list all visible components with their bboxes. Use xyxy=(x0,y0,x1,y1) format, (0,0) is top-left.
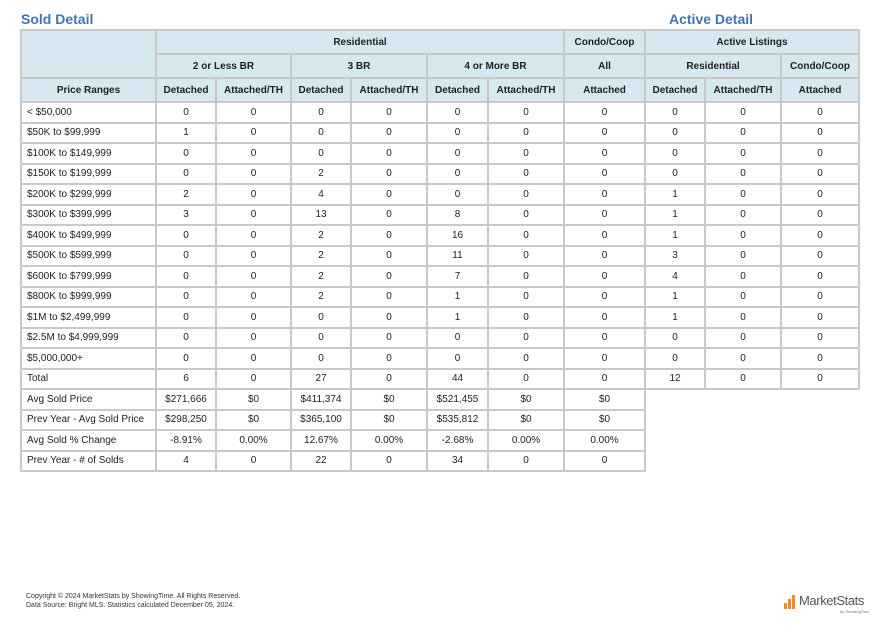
footer xyxy=(26,592,240,610)
table-cell: 0 xyxy=(156,307,216,328)
row-label: Prev Year - # of Solds xyxy=(21,451,156,472)
table-cell: 22 xyxy=(291,451,351,472)
column-header: Attached/TH xyxy=(488,78,564,102)
table-cell: 0 xyxy=(351,102,427,123)
table-cell: 0 xyxy=(156,164,216,185)
table-cell: 0 xyxy=(216,369,291,390)
empty-cell xyxy=(645,389,859,410)
table-cell: 0 xyxy=(564,369,645,390)
table-cell: 0 xyxy=(291,143,351,164)
table-cell: 3 xyxy=(156,205,216,226)
table-cell: 2 xyxy=(156,184,216,205)
table-cell: 0 xyxy=(781,205,859,226)
table-cell: 1 xyxy=(645,307,705,328)
table-cell: 0 xyxy=(216,123,291,144)
table-cell: 0 xyxy=(705,266,781,287)
table-cell: 2 xyxy=(291,246,351,267)
table-cell: 16 xyxy=(427,225,488,246)
table-cell: 0 xyxy=(488,328,564,349)
summary-row xyxy=(21,430,859,451)
table-cell: 0 xyxy=(156,143,216,164)
active-condo-coop-header: Condo/Coop xyxy=(781,54,859,78)
table-cell: 0 xyxy=(781,102,859,123)
table-cell: 0 xyxy=(781,164,859,185)
table-cell: $0 xyxy=(488,410,564,431)
table-cell: 0 xyxy=(216,205,291,226)
table-cell: $298,250 xyxy=(156,410,216,431)
row-label: $2.5M to $4,999,999 xyxy=(21,328,156,349)
table-cell: 0 xyxy=(156,287,216,308)
table-cell: 0 xyxy=(156,266,216,287)
row-label: $5,000,000+ xyxy=(21,348,156,369)
table-cell: 0 xyxy=(781,287,859,308)
table-cell: 0 xyxy=(216,246,291,267)
table-cell: 0 xyxy=(705,102,781,123)
three-br-header: 3 BR xyxy=(291,54,427,78)
table-cell: $365,100 xyxy=(291,410,351,431)
table-cell: 0 xyxy=(564,184,645,205)
bar-chart-icon xyxy=(784,595,798,609)
table-cell: 1 xyxy=(427,307,488,328)
table-cell: 0 xyxy=(645,143,705,164)
table-cell: 0 xyxy=(488,102,564,123)
table-row xyxy=(21,102,859,123)
header-row-groups xyxy=(21,30,859,54)
table-cell: 0 xyxy=(351,143,427,164)
empty-cell xyxy=(645,430,859,451)
table-cell: 44 xyxy=(427,369,488,390)
table-row xyxy=(21,328,859,349)
table-cell: 0 xyxy=(564,123,645,144)
row-label: < $50,000 xyxy=(21,102,156,123)
four-or-more-br-header: 4 or More BR xyxy=(427,54,564,78)
table-cell: 3 xyxy=(645,246,705,267)
table-cell: 2 xyxy=(291,266,351,287)
table-cell: 0 xyxy=(216,143,291,164)
table-row xyxy=(21,123,859,144)
row-label: Total xyxy=(21,369,156,390)
table-cell: 0 xyxy=(488,307,564,328)
table-cell: 0 xyxy=(488,123,564,144)
two-or-less-br-header: 2 or Less BR xyxy=(156,54,291,78)
table-cell: 0 xyxy=(488,451,564,472)
table-cell: 0 xyxy=(351,225,427,246)
table-cell: 1 xyxy=(645,287,705,308)
table-cell: 6 xyxy=(156,369,216,390)
all-header: All xyxy=(564,54,645,78)
marketstats-logo xyxy=(784,593,874,615)
table-cell: 0 xyxy=(781,246,859,267)
table-cell: 0 xyxy=(427,348,488,369)
table-cell: $0 xyxy=(351,389,427,410)
table-cell: 0 xyxy=(427,102,488,123)
table-cell: 0 xyxy=(427,123,488,144)
column-header: Detached xyxy=(291,78,351,102)
table-cell: 0 xyxy=(564,143,645,164)
table-cell: $271,666 xyxy=(156,389,216,410)
table-cell: 0 xyxy=(564,205,645,226)
table-row xyxy=(21,205,859,226)
column-header: Detached xyxy=(645,78,705,102)
table-cell: 0 xyxy=(216,328,291,349)
table-cell: 0 xyxy=(781,307,859,328)
table-cell: 0 xyxy=(351,184,427,205)
condo-coop-header: Condo/Coop xyxy=(564,30,645,54)
table-cell: 0 xyxy=(645,164,705,185)
row-label: $50K to $99,999 xyxy=(21,123,156,144)
row-label: Prev Year - Avg Sold Price xyxy=(21,410,156,431)
table-cell: 0 xyxy=(488,266,564,287)
table-cell: 0 xyxy=(427,143,488,164)
table-cell: 0 xyxy=(351,369,427,390)
table-cell: 0 xyxy=(351,123,427,144)
table-cell: 0 xyxy=(705,225,781,246)
table-row xyxy=(21,225,859,246)
table-cell: 0 xyxy=(781,123,859,144)
table-cell: 0 xyxy=(488,369,564,390)
table-cell: 2 xyxy=(291,164,351,185)
row-label: $300K to $399,999 xyxy=(21,205,156,226)
table-cell: 0 xyxy=(216,307,291,328)
table-cell: 0 xyxy=(156,328,216,349)
table-cell: 2 xyxy=(291,287,351,308)
sold-detail-title: Sold Detail xyxy=(21,11,94,27)
table-cell: 0 xyxy=(781,328,859,349)
table-cell: $0 xyxy=(488,389,564,410)
table-cell: 0 xyxy=(564,225,645,246)
table-cell: 0 xyxy=(488,348,564,369)
table-cell: 0.00% xyxy=(216,430,291,451)
table-cell: 4 xyxy=(645,266,705,287)
table-cell: 12 xyxy=(645,369,705,390)
active-residential-header: Residential xyxy=(645,54,781,78)
table-cell: 0 xyxy=(705,307,781,328)
column-header: Attached/TH xyxy=(705,78,781,102)
table-cell: 1 xyxy=(645,205,705,226)
table-cell: 0 xyxy=(705,164,781,185)
column-header: Attached xyxy=(564,78,645,102)
table-cell: 0 xyxy=(645,348,705,369)
table-cell: 0.00% xyxy=(351,430,427,451)
table-cell: 0 xyxy=(291,348,351,369)
row-label: $200K to $299,999 xyxy=(21,184,156,205)
row-label: $150K to $199,999 xyxy=(21,164,156,185)
row-label: $600K to $799,999 xyxy=(21,266,156,287)
table-cell: $535,812 xyxy=(427,410,488,431)
table-cell: 1 xyxy=(427,287,488,308)
table-cell: $0 xyxy=(564,389,645,410)
table-row xyxy=(21,266,859,287)
table-cell: 13 xyxy=(291,205,351,226)
table-cell: 0 xyxy=(645,123,705,144)
table-cell: 0 xyxy=(488,246,564,267)
table-cell: 0 xyxy=(564,451,645,472)
column-header: Attached xyxy=(781,78,859,102)
table-row xyxy=(21,348,859,369)
table-cell: 0 xyxy=(351,451,427,472)
empty-cell xyxy=(645,410,859,431)
summary-row xyxy=(21,451,859,472)
logo-byline-text: by ShowingTime xyxy=(840,609,870,614)
table-cell: 0.00% xyxy=(488,430,564,451)
table-cell: 1 xyxy=(156,123,216,144)
table-cell: 0 xyxy=(291,123,351,144)
table-cell: 4 xyxy=(291,184,351,205)
table-cell: -8.91% xyxy=(156,430,216,451)
table-cell: 0 xyxy=(351,205,427,226)
table-cell: 0 xyxy=(645,328,705,349)
active-detail-title: Active Detail xyxy=(669,11,754,27)
summary-row xyxy=(21,389,859,410)
table-cell: 0 xyxy=(705,205,781,226)
table-row xyxy=(21,164,859,185)
table-cell: 0 xyxy=(291,102,351,123)
table-cell: 0 xyxy=(291,328,351,349)
table-row xyxy=(21,287,859,308)
table-cell: 0 xyxy=(781,184,859,205)
table-cell: 0 xyxy=(488,287,564,308)
table-row xyxy=(21,307,859,328)
table-row xyxy=(21,246,859,267)
table-cell: 0 xyxy=(781,143,859,164)
market-detail-table xyxy=(20,29,860,472)
table-cell: 0 xyxy=(705,123,781,144)
table-cell: 27 xyxy=(291,369,351,390)
column-header: Attached/TH xyxy=(216,78,291,102)
table-cell: 0 xyxy=(216,225,291,246)
table-cell: 0 xyxy=(156,348,216,369)
table-cell: 0 xyxy=(564,102,645,123)
table-cell: $0 xyxy=(564,410,645,431)
table-cell: 0 xyxy=(216,164,291,185)
table-cell: 12.67% xyxy=(291,430,351,451)
table-cell: 0 xyxy=(351,307,427,328)
table-cell: 0 xyxy=(564,287,645,308)
row-label: Avg Sold % Change xyxy=(21,430,156,451)
table-cell: 0 xyxy=(156,102,216,123)
table-cell: 0 xyxy=(564,307,645,328)
column-header: Attached/TH xyxy=(351,78,427,102)
row-label: $800K to $999,999 xyxy=(21,287,156,308)
table-cell: 0 xyxy=(351,164,427,185)
table-cell: 0 xyxy=(351,348,427,369)
table-cell: 0 xyxy=(705,246,781,267)
row-label: $500K to $599,999 xyxy=(21,246,156,267)
table-row xyxy=(21,143,859,164)
table-cell: 0 xyxy=(216,451,291,472)
table-cell: 0 xyxy=(216,348,291,369)
column-header: Detached xyxy=(427,78,488,102)
table-cell: 0 xyxy=(351,287,427,308)
header-blank-cell xyxy=(21,30,156,78)
table-cell: 0 xyxy=(156,225,216,246)
table-cell: 0 xyxy=(705,369,781,390)
table-cell: 4 xyxy=(156,451,216,472)
table-cell: 0 xyxy=(216,184,291,205)
table-row xyxy=(21,369,859,390)
logo-brand-text: MarketStats xyxy=(799,593,864,608)
table-cell: 0 xyxy=(564,328,645,349)
table-cell: 8 xyxy=(427,205,488,226)
table-cell: 0 xyxy=(488,164,564,185)
table-row xyxy=(21,184,859,205)
table-cell: $411,374 xyxy=(291,389,351,410)
table-cell: $0 xyxy=(216,389,291,410)
active-listings-header: Active Listings xyxy=(645,30,859,54)
table-cell: 0 xyxy=(781,266,859,287)
table-cell: $0 xyxy=(216,410,291,431)
table-cell: 0.00% xyxy=(564,430,645,451)
copyright-text: Copyright © 2024 MarketStats by ShowingTime. All Rights Reserved. xyxy=(26,593,241,600)
table-cell: 0 xyxy=(427,164,488,185)
table-cell: 0 xyxy=(351,266,427,287)
table-cell: 11 xyxy=(427,246,488,267)
summary-row xyxy=(21,410,859,431)
table-cell: 0 xyxy=(488,205,564,226)
data-source-text: Data Source: Bright MLS. Statistics calculated December 05, 2024. xyxy=(26,602,235,609)
table-cell: 0 xyxy=(488,143,564,164)
table-cell: 1 xyxy=(645,225,705,246)
table-cell: 0 xyxy=(705,328,781,349)
header-row-columns xyxy=(21,78,859,102)
table-cell: 34 xyxy=(427,451,488,472)
table-cell: 0 xyxy=(564,246,645,267)
table-cell: 1 xyxy=(645,184,705,205)
table-cell: 0 xyxy=(781,369,859,390)
empty-cell xyxy=(645,451,859,472)
column-header: Detached xyxy=(156,78,216,102)
table-cell: 7 xyxy=(427,266,488,287)
table-cell: 0 xyxy=(705,348,781,369)
row-label: $1M to $2,499,999 xyxy=(21,307,156,328)
table-cell: 0 xyxy=(156,246,216,267)
table-cell: 0 xyxy=(216,102,291,123)
table-cell: 0 xyxy=(705,287,781,308)
table-cell: 0 xyxy=(488,225,564,246)
table-cell: 0 xyxy=(216,287,291,308)
row-label: $100K to $149,999 xyxy=(21,143,156,164)
table-cell: $521,455 xyxy=(427,389,488,410)
residential-header: Residential xyxy=(156,30,564,54)
table-cell: -2.68% xyxy=(427,430,488,451)
row-label: $400K to $499,999 xyxy=(21,225,156,246)
table-cell: 0 xyxy=(705,184,781,205)
table-cell: 0 xyxy=(564,266,645,287)
row-label: Avg Sold Price xyxy=(21,389,156,410)
table-cell: 0 xyxy=(488,184,564,205)
table-cell: $0 xyxy=(351,410,427,431)
table-cell: 0 xyxy=(705,143,781,164)
table-cell: 0 xyxy=(291,307,351,328)
table-cell: 2 xyxy=(291,225,351,246)
table-cell: 0 xyxy=(216,266,291,287)
table-cell: 0 xyxy=(781,348,859,369)
table-cell: 0 xyxy=(564,348,645,369)
table-cell: 0 xyxy=(351,246,427,267)
table-cell: 0 xyxy=(427,328,488,349)
table-cell: 0 xyxy=(645,102,705,123)
table-cell: 0 xyxy=(781,225,859,246)
price-ranges-header: Price Ranges xyxy=(21,78,156,102)
table-cell: 0 xyxy=(427,184,488,205)
table-cell: 0 xyxy=(351,328,427,349)
table-cell: 0 xyxy=(564,164,645,185)
